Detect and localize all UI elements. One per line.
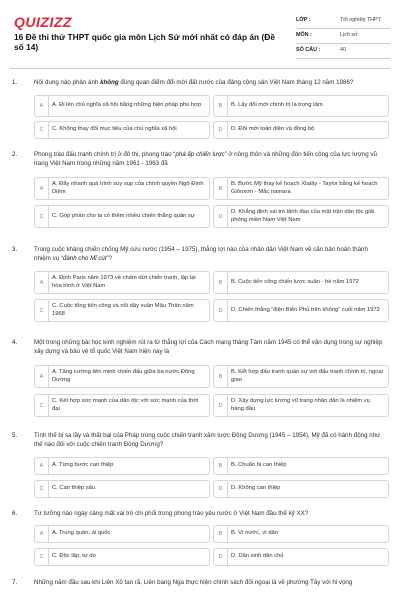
option-b[interactable] bbox=[213, 457, 389, 475]
option-text: D. Xây dựng lực lượng vũ trang nhân dân là nhiệm vụ hàng đầu bbox=[231, 398, 370, 412]
option-letter: B bbox=[214, 272, 228, 293]
option-text: D. Dân sinh dân chủ bbox=[231, 553, 284, 560]
option-text: B. Cuộc tiến công chiến lược xuân - hè năm 1972 bbox=[231, 278, 359, 285]
question-text-part: Tư tưởng nào ngày càng mất vai trò chi phối trong phong trào yêu nước ở Việt Nam đầu thế kỷ XX? bbox=[34, 510, 309, 517]
quizizz-logo: QUIZIZZ bbox=[14, 14, 72, 30]
document-title: 16 Đề thi thử THPT quốc gia môn Lịch Sử mới nhất có đáp án (Đề số 14) bbox=[14, 32, 275, 52]
question-number: 2. bbox=[12, 151, 18, 158]
option-text: B. Kết hợp đấu tranh quân sự với đấu tranh chính trị, ngoại giao bbox=[231, 369, 383, 383]
question-text-part: ” ở nông thôn và những đòn tiến công của lực lượng vũ trang Việt Nam trong những năm 1961 - 1963 đã bbox=[34, 151, 377, 167]
option-text: A. Tăng cường liên minh chiến đấu giữa ba nước Đông Dương bbox=[52, 369, 195, 383]
question-text-part: Nội dung nào phản ánh bbox=[34, 79, 101, 86]
question-text bbox=[34, 246, 384, 263]
option-b[interactable] bbox=[213, 271, 389, 294]
option-c[interactable] bbox=[34, 480, 210, 498]
info-value: 40 bbox=[340, 47, 346, 53]
info-value: Lịch sử bbox=[340, 32, 358, 38]
question-text bbox=[34, 151, 384, 168]
option-text: C. Độc lập, tự do bbox=[52, 553, 96, 560]
option-letter: A bbox=[35, 96, 49, 116]
question-text-part: ”? bbox=[106, 254, 113, 262]
question-emphasis: phá ấp chiến lược bbox=[175, 151, 225, 158]
option-text: B. Vì nước, vì dân bbox=[231, 530, 278, 537]
option-text: C. Cuộc tổng tiến công và nổi dậy xuân Mậu Thân năm 1968 bbox=[52, 303, 194, 317]
question-text bbox=[34, 579, 384, 588]
option-c[interactable] bbox=[34, 205, 210, 228]
option-a[interactable] bbox=[34, 365, 210, 388]
question-text-part: Phong trào đấu tranh chính trị ở đô thị, phong trào “ bbox=[34, 151, 176, 158]
option-text: C. Kết hợp sức mạnh của dân tộc với sức mạnh của thời đại bbox=[52, 398, 199, 412]
question-text-part: Trong cuộc kháng chiến chống Mỹ cứu nước (1954 – 1975), thắng lợi nào của nhân dân Việt Nam về căn bản hoàn thành nhiệm vụ “ bbox=[34, 246, 368, 262]
question-number: 3. bbox=[12, 246, 18, 253]
option-d[interactable] bbox=[213, 205, 389, 228]
option-letter: C bbox=[35, 395, 49, 416]
option-text: A. Trung quân, ái quốc bbox=[52, 530, 111, 537]
option-d[interactable] bbox=[213, 121, 389, 139]
option-text: A. Đi lên chủ nghĩa xã hội bằng những biện pháp phù hợp bbox=[52, 102, 202, 109]
option-letter: A bbox=[35, 178, 49, 199]
question-text-part: đúng quan điểm đổi mới đất nước của đảng cộng sản Việt Nam tháng 12 năm 1986? bbox=[118, 79, 354, 86]
option-letter: C bbox=[35, 122, 49, 138]
option-letter: D bbox=[214, 395, 228, 416]
question-number: 7. bbox=[12, 579, 18, 586]
option-letter: C bbox=[35, 300, 49, 321]
option-b[interactable] bbox=[213, 177, 389, 200]
option-text: B. Chuẩn bị can thiệp bbox=[231, 462, 287, 469]
option-text: B. Lấy đổi mới chính trị là trọng tâm bbox=[231, 102, 323, 109]
option-letter: A bbox=[35, 526, 49, 542]
option-letter: A bbox=[35, 458, 49, 474]
info-label: SỐ CÂU : bbox=[296, 47, 321, 53]
question-text bbox=[34, 79, 384, 88]
question-emphasis: đánh cho Mĩ cút bbox=[62, 254, 107, 262]
option-letter: B bbox=[214, 526, 228, 542]
info-label: MÔN : bbox=[296, 32, 312, 38]
option-text: D. Khẳng định vai trò lãnh đạo của mặt trận dân tộc giải phóng miền Nam Việt Nam bbox=[231, 209, 375, 223]
option-letter: A bbox=[35, 272, 49, 293]
question-number: 1. bbox=[12, 79, 18, 86]
question-emphasis: không bbox=[100, 79, 119, 86]
worksheet-header bbox=[0, 0, 400, 64]
option-letter: D bbox=[214, 206, 228, 227]
option-b[interactable] bbox=[213, 525, 389, 543]
question-number: 4. bbox=[12, 339, 18, 346]
option-letter: A bbox=[35, 366, 49, 387]
option-c[interactable] bbox=[34, 394, 210, 417]
question-number: 6. bbox=[12, 510, 18, 517]
option-c[interactable] bbox=[34, 121, 210, 139]
option-d[interactable] bbox=[213, 394, 389, 417]
question-text-part: Những năm đầu sau khi Liên Xô tan rã, Liên bang Nga thực hiện chính sách đối ngoại là về phương Tây với hi vọng bbox=[34, 579, 353, 586]
question-number: 5. bbox=[12, 432, 18, 439]
option-letter: C bbox=[35, 481, 49, 497]
option-a[interactable] bbox=[34, 95, 210, 117]
option-letter: C bbox=[35, 206, 49, 227]
option-text: D. Chiến thắng “điện Biên Phủ trên không” cuối năm 1972 bbox=[231, 306, 380, 313]
option-a[interactable] bbox=[34, 177, 210, 200]
option-text: D. Đổi mới toàn diện và đồng bộ bbox=[231, 126, 315, 133]
option-letter: D bbox=[214, 549, 228, 565]
option-a[interactable] bbox=[34, 525, 210, 543]
option-b[interactable] bbox=[213, 365, 389, 388]
option-c[interactable] bbox=[34, 548, 210, 566]
option-text: A. Từng bước can thiệp bbox=[52, 462, 114, 469]
info-row-class bbox=[296, 14, 390, 29]
option-letter: C bbox=[35, 549, 49, 565]
option-d[interactable] bbox=[213, 480, 389, 498]
option-text: D. Không can thiệp bbox=[231, 485, 281, 492]
header-divider bbox=[10, 68, 390, 69]
option-letter: B bbox=[214, 178, 228, 199]
option-a[interactable] bbox=[34, 271, 210, 294]
question-text bbox=[34, 339, 384, 356]
option-text: A. Định Paris năm 1973 về chấm dứt chiến tranh, lập lại hòa bình ở Việt Nam bbox=[52, 275, 196, 289]
question-text bbox=[34, 510, 384, 519]
info-row-subject bbox=[296, 29, 390, 44]
option-text: C. Không thay đổi mục tiêu của chủ nghĩa xã hội bbox=[52, 126, 177, 133]
option-text: C. Góp phần cho ta có thêm nhiều chiến thắng quân sự bbox=[52, 212, 195, 219]
option-letter: B bbox=[214, 458, 228, 474]
info-panel bbox=[296, 14, 390, 59]
option-d[interactable] bbox=[213, 299, 389, 322]
option-text: A. Đẩy nhanh quá trình suy sụp của chính quyền Ngô Đình Diệm bbox=[52, 181, 204, 195]
option-letter: B bbox=[214, 96, 228, 116]
option-text: C. Can thiệp sâu bbox=[52, 485, 96, 492]
info-value: Tốt nghiệp THPT bbox=[340, 17, 381, 23]
info-label: LỚP : bbox=[296, 17, 311, 23]
option-d[interactable] bbox=[213, 548, 389, 566]
info-row-count bbox=[296, 44, 390, 59]
question-text-part: Một trong những bài học kinh nghiệm rút ra từ thắng lợi của Cách mạng tháng Tám năm 1945 có thể vận dụng trong sự nghiệp xây dựng và bảo vệ tổ quốc Việt Nam hiện nay là bbox=[34, 339, 383, 355]
question-text bbox=[34, 432, 384, 449]
option-text: B. Bước Mỹ thay kế hoạch Xtalây - Taylor bằng kế hoạch Giônxơn - Mắc namara bbox=[231, 181, 378, 195]
option-letter: B bbox=[214, 366, 228, 387]
option-letter: D bbox=[214, 122, 228, 138]
option-letter: D bbox=[214, 300, 228, 321]
option-a[interactable] bbox=[34, 457, 210, 475]
option-b[interactable] bbox=[213, 95, 389, 117]
option-letter: D bbox=[214, 481, 228, 497]
option-c[interactable] bbox=[34, 299, 210, 322]
question-text-part: Tình thế bị sa lầy và thất bại của Pháp trong cuộc chiến tranh xâm lược Đông Dương (1945 – 1954), Mỹ đã có hành động như thế nào đối với cuộc chiến tranh Đông Dương? bbox=[34, 432, 381, 448]
